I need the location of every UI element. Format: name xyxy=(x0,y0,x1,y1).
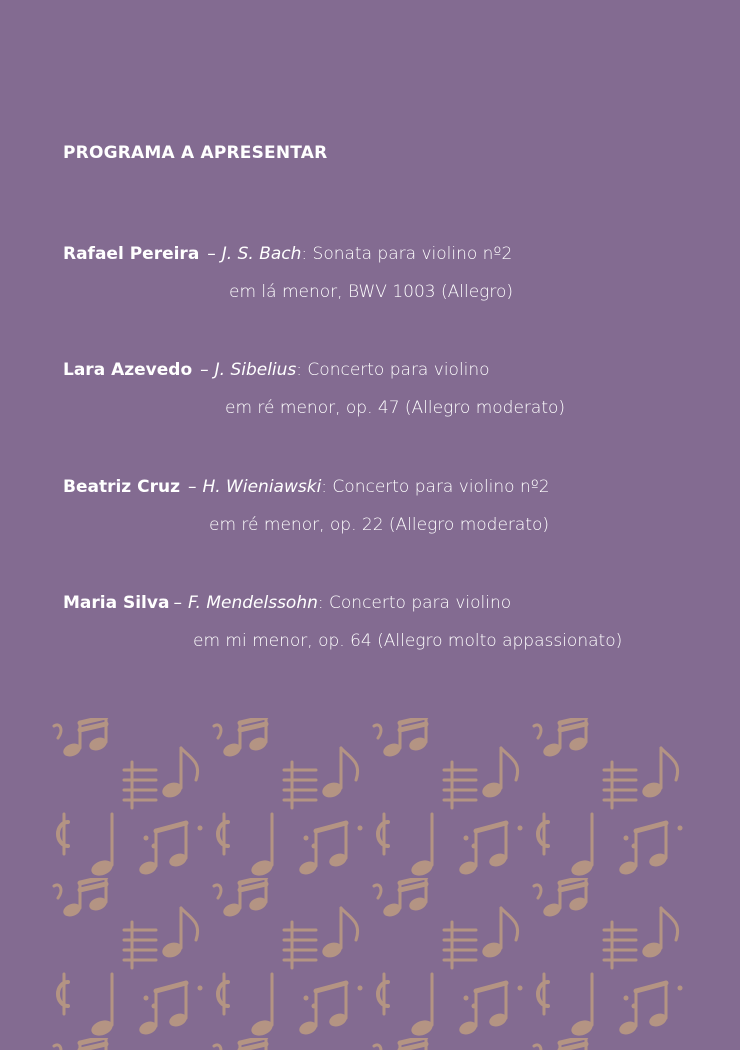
work-title: : Sonata para violino nº2 xyxy=(301,244,513,264)
program-entry xyxy=(63,235,513,311)
performer-name: Rafael Pereira xyxy=(63,244,200,264)
work-details: em ré menor, op. 22 (Allegro moderato) xyxy=(209,515,550,535)
performer-name: Beatriz Cruz xyxy=(63,477,180,497)
composer-name: H. Wieniawski xyxy=(202,477,322,497)
notes-fill xyxy=(50,718,690,1050)
work-details: em lá menor, BWV 1003 (Allegro) xyxy=(229,282,514,302)
work-details: em ré menor, op. 47 (Allegro moderato) xyxy=(225,398,566,418)
music-notes-pattern-icon xyxy=(50,718,690,1050)
composer-name: J. S. Bach xyxy=(221,244,302,264)
program-entry xyxy=(63,351,565,427)
work-details: em mi menor, op. 64 (Allegro molto appassionato) xyxy=(193,631,623,651)
page-title: PROGRAMA A APRESENTAR xyxy=(63,143,328,163)
separator-dash: – xyxy=(200,360,209,380)
work-title: : Concerto para violino xyxy=(317,593,512,613)
work-title: : Concerto para violino nº2 xyxy=(321,477,550,497)
entry-line-1 xyxy=(63,351,565,389)
entry-line-1 xyxy=(63,584,622,622)
performer-name: Maria Silva xyxy=(63,593,170,613)
program-entry xyxy=(63,468,550,544)
music-pattern-svg xyxy=(50,718,690,1050)
entry-line-1 xyxy=(63,468,550,506)
separator-dash: – xyxy=(173,593,182,613)
entry-line-1 xyxy=(63,235,513,273)
separator-dash: – xyxy=(187,477,197,497)
composer-name: J. Sibelius xyxy=(214,360,297,380)
separator-dash: – xyxy=(207,244,216,264)
composer-name: F. Mendelssohn xyxy=(187,593,318,613)
work-title: : Concerto para violino xyxy=(296,360,490,380)
performer-name: Lara Azevedo xyxy=(63,360,193,380)
program-entry xyxy=(63,584,622,660)
